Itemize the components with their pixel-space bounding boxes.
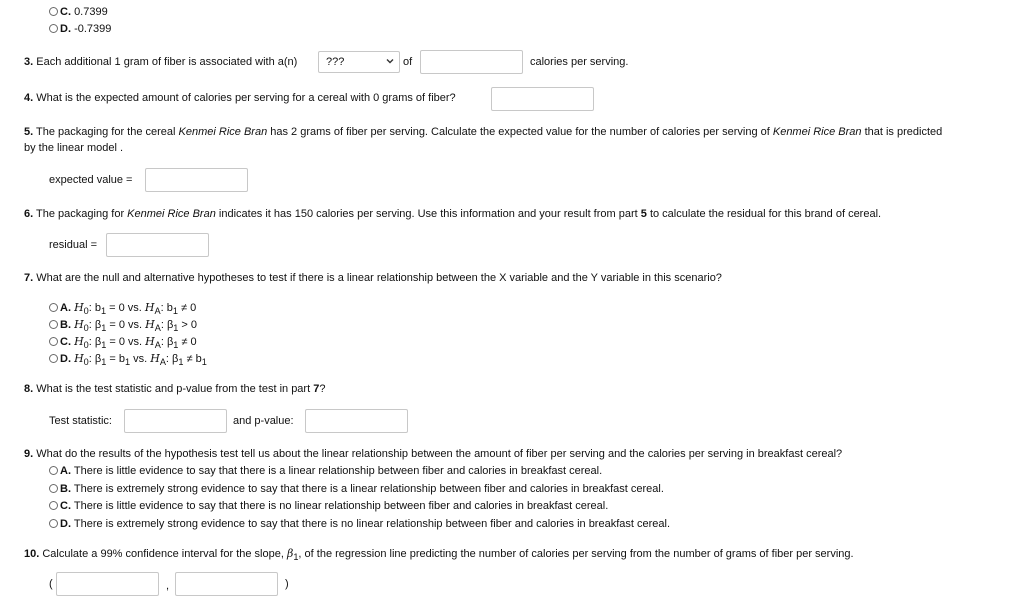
expected-value-label: expected value = (49, 174, 133, 186)
q3-prompt: 3. Each additional 1 gram of fiber is associated with a(n) (24, 56, 298, 68)
q4-prompt: 4. What is the expected amount of calories per serving for a cereal with 0 grams of fiber? (24, 92, 456, 104)
q3-direction-select[interactable]: ??? (318, 51, 400, 73)
p-value-input[interactable] (305, 409, 408, 433)
test-statistic-label: Test statistic: (49, 415, 112, 427)
q3-of-label: of (403, 56, 413, 68)
q7-option-a[interactable]: A. $H_0$: $b_1 = 0$ vs. $H_A$: $b_1 \ne 0$ (49, 301, 196, 316)
q7-option-b[interactable]: B. $H_0$: $\beta_1 = 0$ vs. $H_A$: $\beta_1 > 0$ (49, 318, 197, 333)
radio-icon[interactable] (49, 484, 58, 493)
q9-option-d[interactable]: D. There is extremely strong evidence to say that there is no linear relationship between fiber and calories in breakfast cereal. (49, 518, 670, 530)
q9-option-a[interactable]: A. There is little evidence to say that there is a linear relationship between fiber and calories in breakfast cereal. (49, 465, 602, 477)
q5-prompt-line2: by the linear model . (24, 142, 124, 154)
radio-icon[interactable] (49, 320, 58, 329)
q4-answer-input[interactable] (491, 87, 594, 111)
expected-value-input[interactable] (145, 168, 248, 192)
radio-icon[interactable] (49, 303, 58, 312)
q8-prompt: 8. What is the test statistic and p-value from the test in part 7? (24, 383, 326, 395)
radio-icon[interactable] (49, 501, 58, 510)
q7-option-c[interactable]: C. $H_0$: $\beta_1 = 0$ vs. $H_A$: $\beta_1 \ne 0$ (49, 335, 197, 350)
q5-prompt: 5. The packaging for the cereal Kenmei Rice Bran has 2 grams of fiber per serving. Calculate the expected value for the number of calories per serving of Kenmei Rice Bran that is predicted (24, 126, 943, 138)
q7-prompt: 7. What are the null and alternative hypotheses to test if there is a linear relationship between the X variable and the Y variable in this scenario? (24, 272, 722, 284)
q2-option-d[interactable]: D. -0.7399 (49, 23, 111, 35)
ci-lower-input[interactable] (56, 572, 159, 596)
residual-label: residual = (49, 239, 98, 251)
radio-icon[interactable] (49, 466, 58, 475)
q6-prompt: 6. The packaging for Kenmei Rice Bran indicates it has 150 calories per serving. Use this information and your result from part 5 to calculate the residual for this brand of cereal. (24, 208, 882, 220)
comma-separator: , (166, 580, 170, 592)
open-paren: ( (49, 578, 53, 590)
radio-icon[interactable] (49, 7, 58, 16)
radio-icon[interactable] (49, 354, 58, 363)
p-value-label: and p-value: (233, 415, 294, 427)
test-statistic-input[interactable] (124, 409, 227, 433)
q3-suffix: calories per serving. (530, 56, 629, 68)
radio-icon[interactable] (49, 24, 58, 33)
q7-option-d[interactable]: D. $H_0$: $\beta_1 = b_1$ vs. $H_A$: $\beta_1 \ne b_1$ (49, 352, 207, 367)
q9-option-c[interactable]: C. There is little evidence to say that there is no linear relationship between fiber and calories in breakfast cereal. (49, 500, 608, 512)
q9-option-b[interactable]: B. There is extremely strong evidence to say that there is a linear relationship between fiber and calories in breakfast cereal. (49, 483, 664, 495)
chevron-down-icon (385, 56, 395, 66)
q9-prompt: 9. What do the results of the hypothesis test tell us about the linear relationship between the amount of fiber per serving and the calories per serving in breakfast cereal? (24, 448, 843, 460)
q2-option-c[interactable]: C. 0.7399 (49, 6, 108, 18)
residual-input[interactable] (106, 233, 209, 257)
close-paren: ) (285, 578, 289, 590)
q10-prompt: 10. Calculate a 99% confidence interval for the slope, $\beta_1$, of the regression line predicting the number of calories per serving from the number of grams of fiber per serving. (24, 547, 854, 563)
ci-upper-input[interactable] (175, 572, 278, 596)
radio-icon[interactable] (49, 337, 58, 346)
q3-amount-input[interactable] (420, 50, 523, 74)
radio-icon[interactable] (49, 519, 58, 528)
